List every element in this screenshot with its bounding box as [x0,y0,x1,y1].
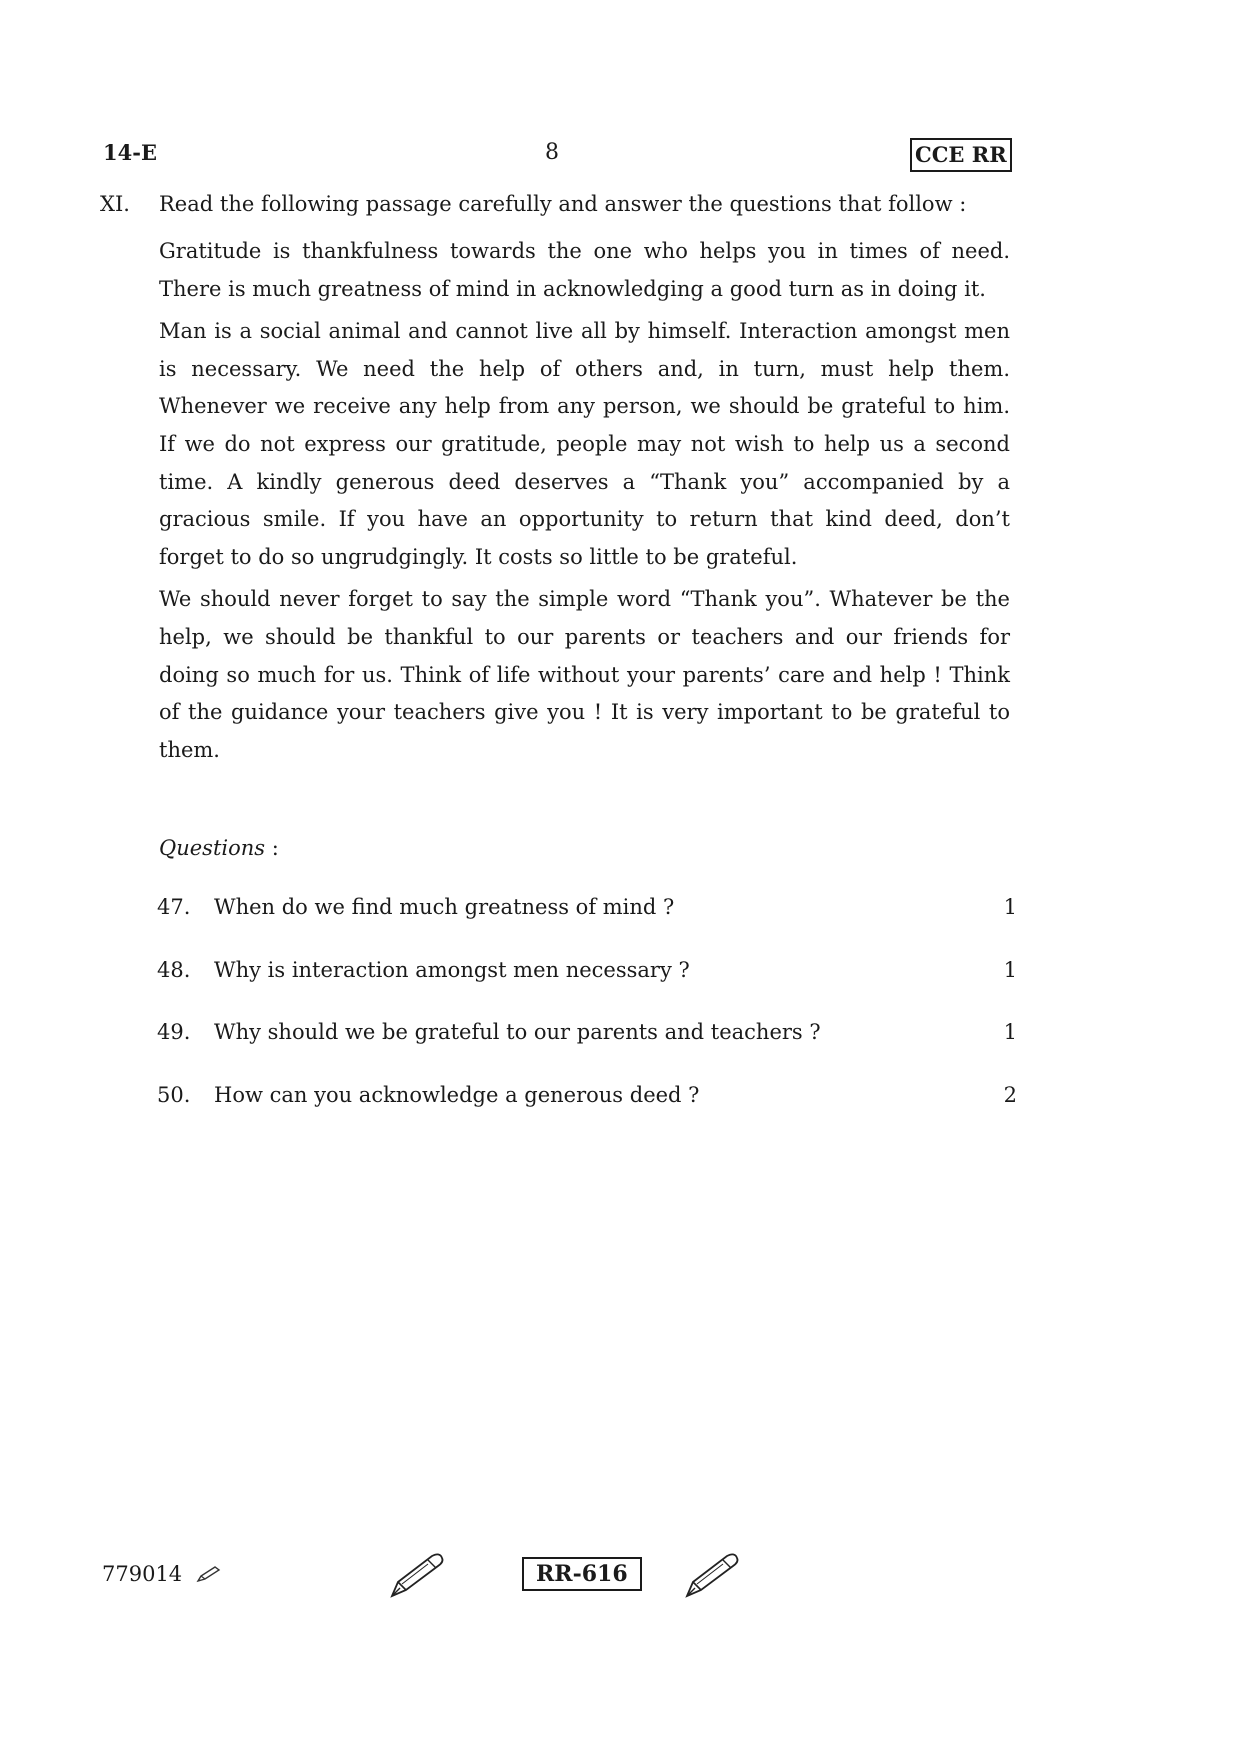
question-item [157,1020,1017,1083]
questions-heading-suffix: : [265,836,279,860]
questions-heading-label: Questions [159,836,266,860]
fountain-pen-icon [388,1550,448,1604]
question-number: 49. [157,1020,191,1044]
pencil-icon [196,1565,222,1587]
question-number: 47. [157,895,191,919]
question-list [157,895,1017,1145]
question-text: How can you acknowledge a generous deed ? [214,1082,700,1107]
section-instruction: Read the following passage carefully and answer the questions that follow : [159,192,967,216]
question-number: 50. [157,1082,191,1107]
passage-paragraph: Gratitude is thankfulness towards the one who helps you in times of need. There is much greatness of mind in acknowledging a good turn as in doing it. [159,239,1010,301]
reading-passage [159,233,1010,774]
question-item [157,895,1017,958]
question-marks: 1 [1003,1020,1017,1044]
fountain-pen-icon [683,1550,743,1604]
paper-code: 14-E [103,140,157,165]
page-number: 8 [545,140,559,165]
question-number: 48. [157,957,191,982]
section-number: XI. [100,192,130,216]
question-item [157,958,1017,1021]
passage-paragraph: We should never forget to say the simple word “Thank you”. Whatever be the help, we should be thankful to our parents or teachers and our friends for doing so much for us. Think of life without your parents’ care and help ! Think of the guidance your teachers give you ! It is very important to be grateful to them. [159,587,1010,762]
booklet-code-box: RR-616 [522,1557,642,1591]
question-marks: 1 [1003,957,1017,982]
passage-paragraph: Man is a social animal and cannot live all by himself. Interaction amongst men is necessary. We need the help of others and, in turn, must help them. Whenever we receive any help from any person, we should be grateful to him. If we do not express our gratitude, people may not wish to help us a second time. A kindly generous deed deserves a “Thank you” accompanied by a gracious smile. If you have an opportunity to return that kind deed, don’t forget to do so ungrudgingly. It costs so little to be grateful. [159,319,1010,569]
question-marks: 1 [1003,895,1017,919]
question-text: Why is interaction amongst men necessary ? [214,957,690,982]
exam-series-badge: CCE RR [910,138,1012,172]
question-text: Why should we be grateful to our parents and teachers ? [214,1020,821,1044]
questions-heading [159,836,279,860]
question-item [157,1083,1017,1146]
question-marks: 2 [1003,1082,1017,1107]
footer-code: 779014 [102,1562,183,1586]
question-text: When do we find much greatness of mind ? [214,895,675,919]
